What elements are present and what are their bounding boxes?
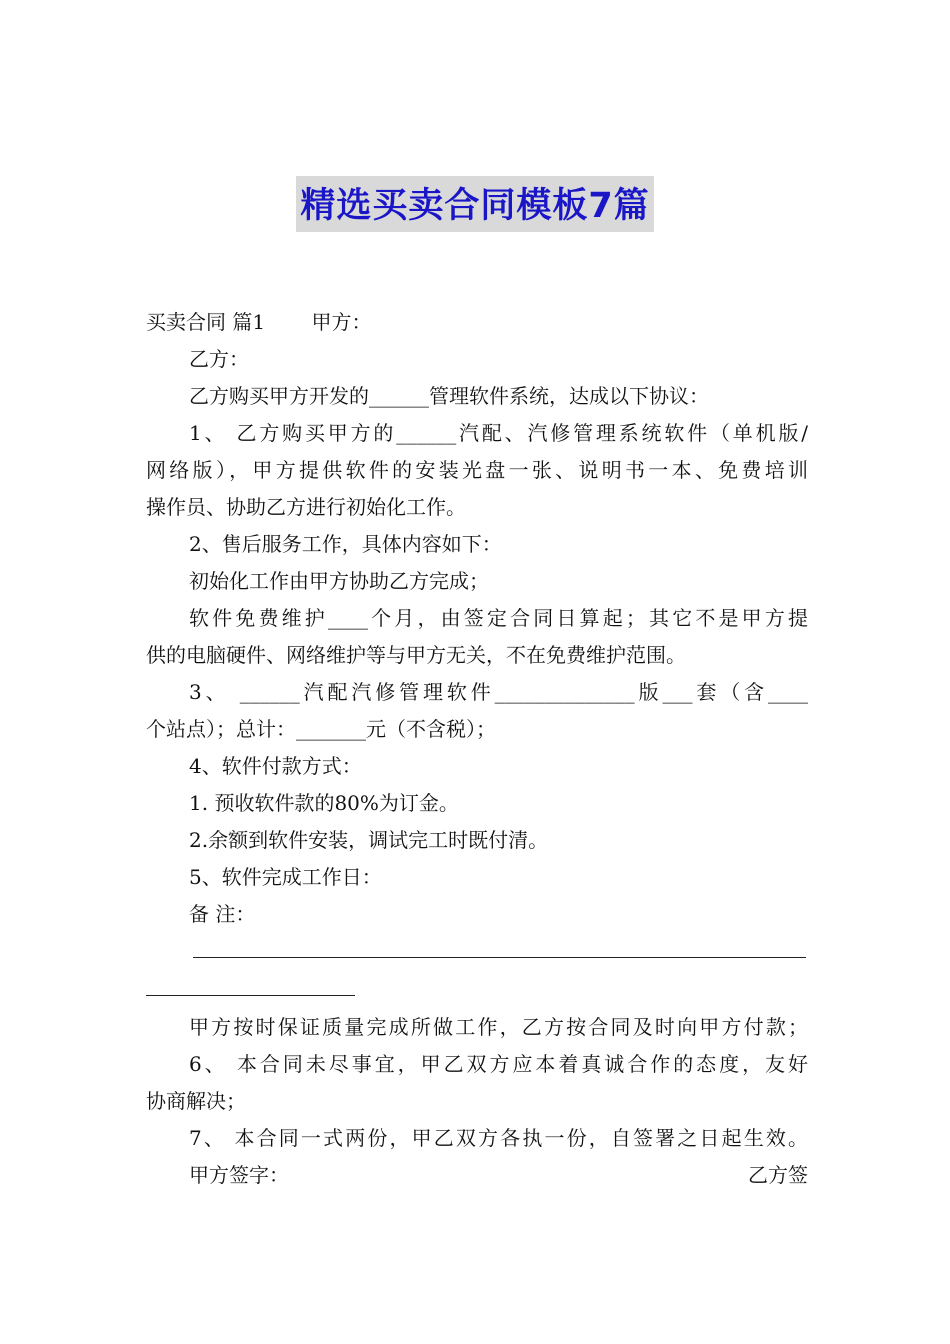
paragraph-line: 2.余额到软件安装，调试完工时既付清。	[189, 828, 549, 852]
paragraph-line: 操作员、协助乙方进行初始化工作。	[146, 495, 466, 519]
paragraph-line: 网络版），甲方提供软件的安装光盘一张、说明书一本、免费培训	[146, 458, 808, 482]
paragraph-line: 初始化工作由甲方协助乙方完成；	[189, 569, 489, 593]
clause-1-line: 1、 乙方购买甲方的______汽配、汽修管理系统软件（单机版/	[189, 421, 808, 445]
clause-6-line: 6、 本合同未尽事宜，甲乙双方应本着真诚合作的态度，友好	[189, 1052, 808, 1076]
paragraph-line: 供的电脑硬件、网络维护等与甲方无关，不在免费维护范围。	[146, 643, 686, 667]
clause-4-line: 4、软件付款方式：	[189, 754, 362, 778]
party-b-signature-label: 乙方签	[748, 1163, 808, 1187]
clause-2-line: 2、售后服务工作，具体内容如下：	[189, 532, 502, 556]
section-heading: 买卖合同 篇1 甲方：	[146, 310, 372, 334]
paragraph-line: 1. 预收软件款的80%为订金。	[189, 791, 459, 815]
paragraph-line: 甲方按时保证质量完成所做工作，乙方按合同及时向甲方付款；	[189, 1015, 808, 1039]
paragraph-line: 软件免费维护____个月，由签定合同日算起；其它不是甲方提	[189, 606, 808, 630]
remarks-label: 备 注：	[189, 902, 256, 926]
paragraph-line: 个站点）；总计：_______元（不含税）；	[146, 717, 496, 741]
remarks-blank-line	[146, 995, 355, 996]
remarks-blank-line	[193, 957, 806, 958]
signature-line	[189, 1157, 808, 1193]
party-b-line: 乙方：	[189, 347, 249, 371]
clause-5-line: 5、软件完成工作日：	[189, 865, 382, 889]
document-title-wrap	[0, 176, 950, 232]
paragraph-line: 乙方购买甲方开发的______管理软件系统，达成以下协议：	[189, 384, 709, 408]
clause-3-line: 3、 ______汽配汽修管理软件______________版___套（含____	[189, 680, 808, 704]
document-title: 精选买卖合同模板7篇	[296, 176, 653, 232]
party-a-signature-label: 甲方签字：	[189, 1163, 289, 1187]
clause-7-line: 7、 本合同一式两份，甲乙双方各执一份，自签署之日起生效。	[189, 1126, 808, 1150]
paragraph-line: 协商解决；	[146, 1089, 246, 1113]
